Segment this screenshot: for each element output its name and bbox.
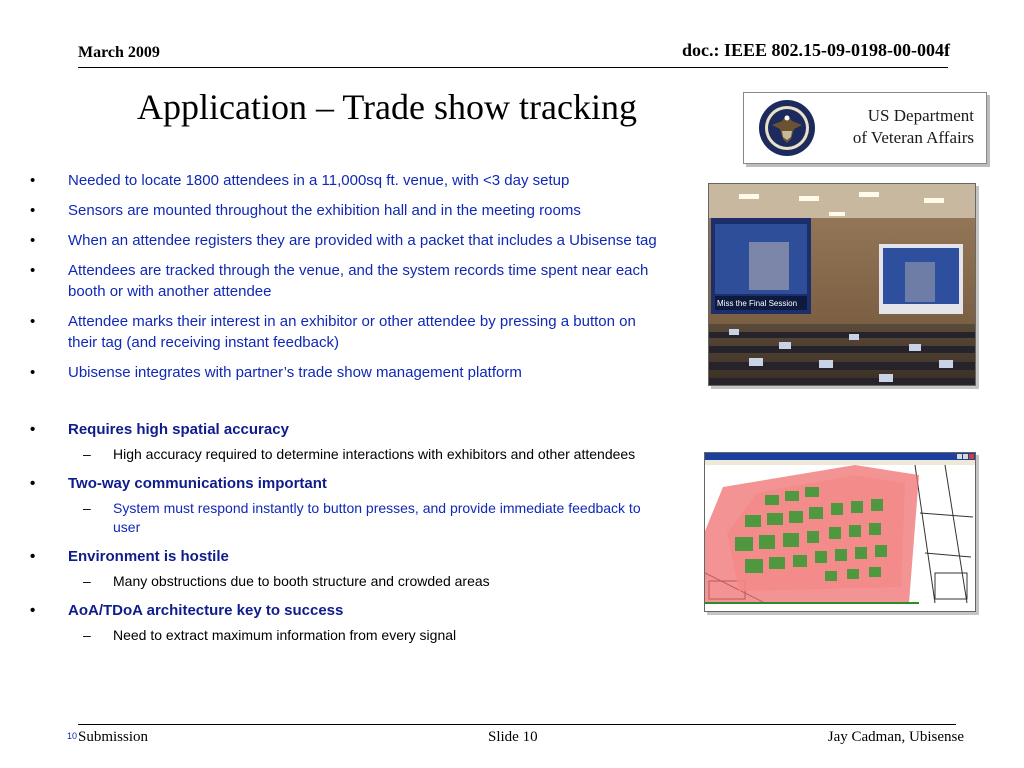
requirement-heading: • Requires high spatial accuracy xyxy=(30,419,660,440)
requirement-detail: – High accuracy required to determine interactions with exhibitors and other attendees xyxy=(30,445,660,464)
footer-page-number: 10 xyxy=(67,731,78,741)
requirement-detail: – Many obstructions due to booth structure and crowded areas xyxy=(30,572,660,591)
floorplan-image xyxy=(705,453,975,611)
floorplan-screenshot xyxy=(704,452,976,612)
requirement-detail: – System must respond instantly to button presses, and provide immediate feedback to user xyxy=(30,499,660,537)
header-divider xyxy=(78,67,948,68)
footer-slide-number: Slide 10 xyxy=(488,729,538,745)
bullet-item: • Sensors are mounted throughout the exhibition hall and in the meeting rooms xyxy=(30,200,660,221)
footer-divider xyxy=(78,724,956,725)
va-seal-icon xyxy=(758,99,816,157)
va-logo-line2: of Veteran Affairs xyxy=(852,128,974,147)
slide-title: Application – Trade show tracking xyxy=(137,87,637,127)
bullet-list xyxy=(30,170,660,654)
va-logo xyxy=(743,92,987,164)
va-logo-text xyxy=(853,105,974,149)
requirement-heading: • Environment is hostile xyxy=(30,546,660,567)
bullet-gap xyxy=(30,392,660,419)
va-logo-line1: US Department xyxy=(867,106,974,125)
requirement-heading: • Two-way communications important xyxy=(30,473,660,494)
footer-author: Jay Cadman, Ubisense xyxy=(827,729,964,745)
bullet-item: • Ubisense integrates with partner’s trade show management platform xyxy=(30,362,660,383)
photo-screen-caption: Miss the Final Session xyxy=(717,299,798,308)
requirement-heading: • AoA/TDoA architecture key to success xyxy=(30,600,660,621)
bullet-item: • Attendees are tracked through the venue, and the system records time spent near each booth or with another attendee xyxy=(30,260,660,302)
bullet-item: • Needed to locate 1800 attendees in a 11,000sq ft. venue, with <3 day setup xyxy=(30,170,660,191)
requirement-detail: – Need to extract maximum information from every signal xyxy=(30,626,660,645)
header-doc-id: doc.: IEEE 802.15-09-0198-00-004f xyxy=(682,40,950,60)
bullet-item: • Attendee marks their interest in an exhibitor or other attendee by pressing a button on their tag (and receiving instant feedback) xyxy=(30,311,660,353)
bullet-item: • When an attendee registers they are provided with a packet that includes a Ubisense tag xyxy=(30,230,660,251)
trade-show-photo xyxy=(708,183,976,386)
header-date: March 2009 xyxy=(78,44,160,61)
trade-show-photo-image xyxy=(709,184,975,385)
footer-submission: Submission xyxy=(78,729,149,745)
